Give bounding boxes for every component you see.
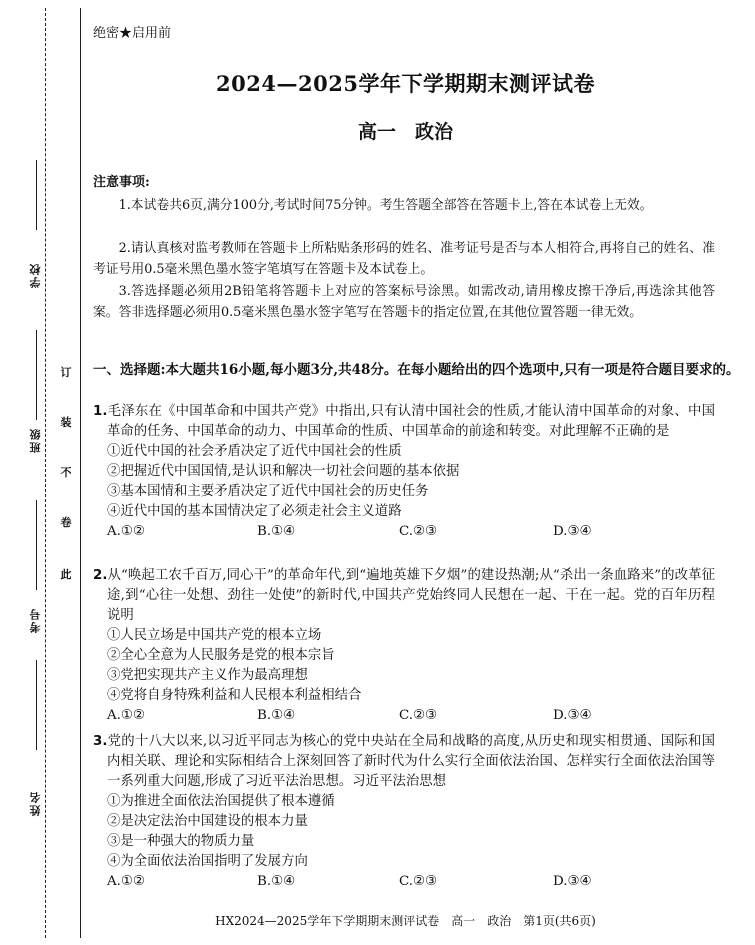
exam-no-fill-line: [36, 500, 37, 590]
notice-heading: 注意事项:: [93, 175, 150, 190]
confidential-mark: 绝密★启用前: [93, 26, 172, 41]
question-1: [93, 402, 715, 542]
seal-char: 装: [60, 416, 72, 429]
question-number: 2.: [93, 568, 108, 583]
option-b: B.①④: [257, 874, 296, 889]
seal-char: 卷: [60, 516, 72, 529]
option-b: B.①④: [257, 524, 296, 539]
option-d: D.③④: [553, 524, 592, 539]
statement-item: ④近代中国的基本国情决定了必须走社会主义道路: [107, 504, 402, 519]
option-a: A.①②: [107, 708, 145, 723]
statement-item: ③是一种强大的物质力量: [107, 834, 255, 849]
question-stem: [93, 566, 715, 626]
answer-options: [93, 872, 715, 892]
answer-options: [93, 522, 715, 542]
statement-item: ①人民立场是中国共产党的根本立场: [107, 628, 322, 643]
school-label: 学校: [29, 262, 42, 288]
question-2: [93, 566, 715, 726]
question-3: [93, 732, 715, 892]
statement-item: ③党把实现共产主义作为最高理想: [107, 668, 308, 683]
question-text: 党的十八大以来,以习近平同志为核心的党中央站在全局和战略的高度,从历史和现实相贯通、国际和国内相关联、理论和实际相结合上深刻回答了新时代为什么实行全面依法治国、怎样实行全面依法治国等一系列重大问题,形成了习近平法治思想。习近平法治思想: [107, 734, 715, 789]
question-text: 从“唤起工农千百万,同心干”的革命年代,到“遍地英雄下夕烟”的建设热潮;从“杀出一条血路来”的改革征途,到“心往一处想、劲往一处使”的新时代,中国共产党始终同人民想在一起、干在一起。党的百年历程说明: [107, 568, 715, 623]
notice-item: 1.本试卷共6页,满分100分,考试时间75分钟。考生答题全部答在答题卡上,答在本试卷上无效。: [118, 198, 653, 213]
statement-item: ③基本国情和主要矛盾决定了近代中国社会的历史任务: [107, 484, 429, 499]
statement-item: ②把握近代中国国情,是认识和解决一切社会问题的基本依据: [107, 464, 460, 479]
statement-item: ②全心全意为人民服务是党的根本宗旨: [107, 648, 335, 663]
binding-solid-line: [80, 8, 81, 938]
statement-item: ④党将自身特殊利益和人民根本利益相结合: [107, 688, 362, 703]
section-heading: 一、选择题:本大题共16小题,每小题3分,共48分。在每小题给出的四个选项中,只有一项是符合题目要求的。: [93, 362, 740, 378]
question-stem: [93, 732, 715, 792]
binding-dashed-line: [45, 8, 46, 938]
school-fill-line: [36, 160, 37, 230]
page-footer: HX2024—2025学年下学期期末测评试卷 高一 政治 第1页(共6页): [215, 914, 596, 928]
option-a: A.①②: [107, 874, 145, 889]
statement-item: ②是决定法治中国建设的根本力量: [107, 814, 308, 829]
exam-title: 2024—2025学年下学期期末测评试卷: [216, 71, 595, 96]
class-fill-line: [36, 330, 37, 420]
statement-item: ④为全面依法治国指明了发展方向: [107, 854, 308, 869]
option-c: C.②③: [399, 874, 438, 889]
seal-char: 订: [60, 366, 72, 379]
question-text: 毛泽东在《中国革命和中国共产党》中指出,只有认清中国社会的性质,才能认清中国革命的对象、中国革命的任务、中国革命的动力、中国革命的性质、中国革命的前途和转变。对此理解不正确的是: [107, 404, 715, 439]
question-number: 3.: [93, 734, 108, 749]
name-label: 姓名: [29, 790, 42, 816]
notice-item: 2.请认真核对监考教师在答题卡上所粘贴条形码的姓名、准考证号是否与本人相符合,再将自己的姓名、准考证号用0.5毫米黑色墨水签字笔填写在答题卡及本试卷上。: [93, 241, 715, 277]
exam-subtitle: 高一 政治: [357, 121, 453, 143]
answer-options: [93, 706, 715, 726]
option-b: B.①④: [257, 708, 296, 723]
name-fill-line: [36, 660, 37, 750]
question-stem: [93, 402, 715, 442]
statement-item: ①近代中国的社会矛盾决定了近代中国社会的性质: [107, 444, 402, 459]
class-label: 班级: [29, 427, 42, 453]
option-d: D.③④: [553, 874, 592, 889]
notice-item: 3.答选择题必须用2B铅笔将答题卡上对应的答案标号涂黑。如需改动,请用橡皮擦干净后,再选涂其他答案。答非选择题必须用0.5毫米黑色墨水签字笔写在答题卡的指定位置,在其他位置答题一律无效。: [93, 284, 715, 320]
option-c: C.②③: [399, 708, 438, 723]
option-c: C.②③: [399, 524, 438, 539]
seal-char: 此: [60, 568, 72, 581]
question-number: 1.: [93, 404, 108, 419]
statement-item: ①为推进全面依法治国提供了根本遵循: [107, 794, 335, 809]
option-a: A.①②: [107, 524, 145, 539]
option-d: D.③④: [553, 708, 592, 723]
seal-char: 不: [60, 466, 72, 479]
exam-no-label: 考号: [29, 607, 42, 633]
